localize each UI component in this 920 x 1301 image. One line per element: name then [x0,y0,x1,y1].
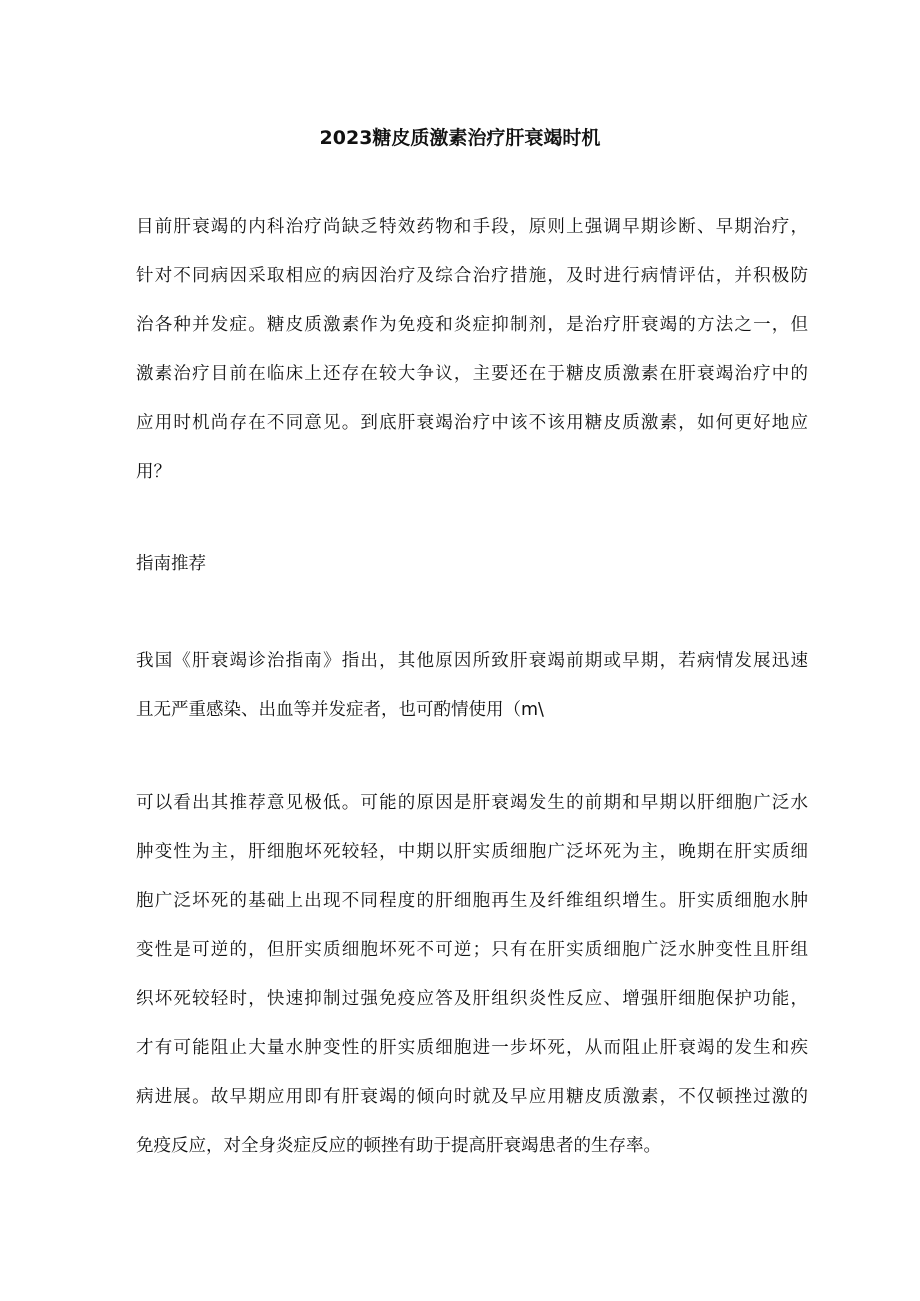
paragraph-line: 织坏死较轻时，快速抑制过强免疫应答及肝组织炎性反应、增强肝细胞保护功能， [136,989,808,1009]
section-heading: 指南推荐 [136,554,206,574]
paragraph-line: 才有可能阻止大量水肿变性的肝实质细胞进一步坏死，从而阻止肝衰竭的发生和疾 [136,1038,808,1058]
paragraph-line: 针对不同病因采取相应的病因治疗及综合治疗措施，及时进行病情评估，并积极防 [136,266,808,286]
paragraph-line: 且无严重感染、出血等并发症者，也可酌情使用（m\ [136,700,544,720]
paragraph-line: 用？ [136,462,171,482]
paragraph-line: 病进展。故早期应用即有肝衰竭的倾向时就及早应用糖皮质激素，不仅顿挫过激的 [136,1087,808,1107]
document-title: 2023糖皮质激素治疗肝衰竭时机 [319,127,601,149]
paragraph-line: 免疫反应，对全身炎症反应的顿挫有助于提高肝衰竭患者的生存率。 [136,1136,661,1156]
paragraph-line: 我国《肝衰竭诊治指南》指出，其他原因所致肝衰竭前期或早期，若病情发展迅速 [136,651,808,671]
paragraph-line: 肿变性为主，肝细胞坏死较轻，中期以肝实质细胞广泛坏死为主，晚期在肝实质细 [136,842,808,862]
paragraph-line: 胞广泛坏死的基础上出现不同程度的肝细胞再生及纤维组织增生。肝实质细胞水肿 [136,891,808,911]
paragraph-line: 激素治疗目前在临床上还存在较大争议，主要还在于糖皮质激素在肝衰竭治疗中的 [136,364,808,384]
paragraph-line: 目前肝衰竭的内科治疗尚缺乏特效药物和手段，原则上强调早期诊断、早期治疗， [136,217,808,237]
paragraph-line: 变性是可逆的，但肝实质细胞坏死不可逆；只有在肝实质细胞广泛水肿变性且肝组 [136,940,808,960]
guideline-paragraph [136,647,808,745]
paragraph-line: 应用时机尚存在不同意见。到底肝衰竭治疗中该不该用糖皮质激素，如何更好地应 [136,413,808,433]
paragraph-line: 可以看出其推荐意见极低。可能的原因是肝衰竭发生的前期和早期以肝细胞广泛水 [136,793,808,813]
paragraph-line: 治各种并发症。糖皮质激素作为免疫和炎症抑制剂，是治疗肝衰竭的方法之一，但 [136,315,808,335]
analysis-paragraph [136,789,808,1181]
intro-paragraph [136,213,808,507]
